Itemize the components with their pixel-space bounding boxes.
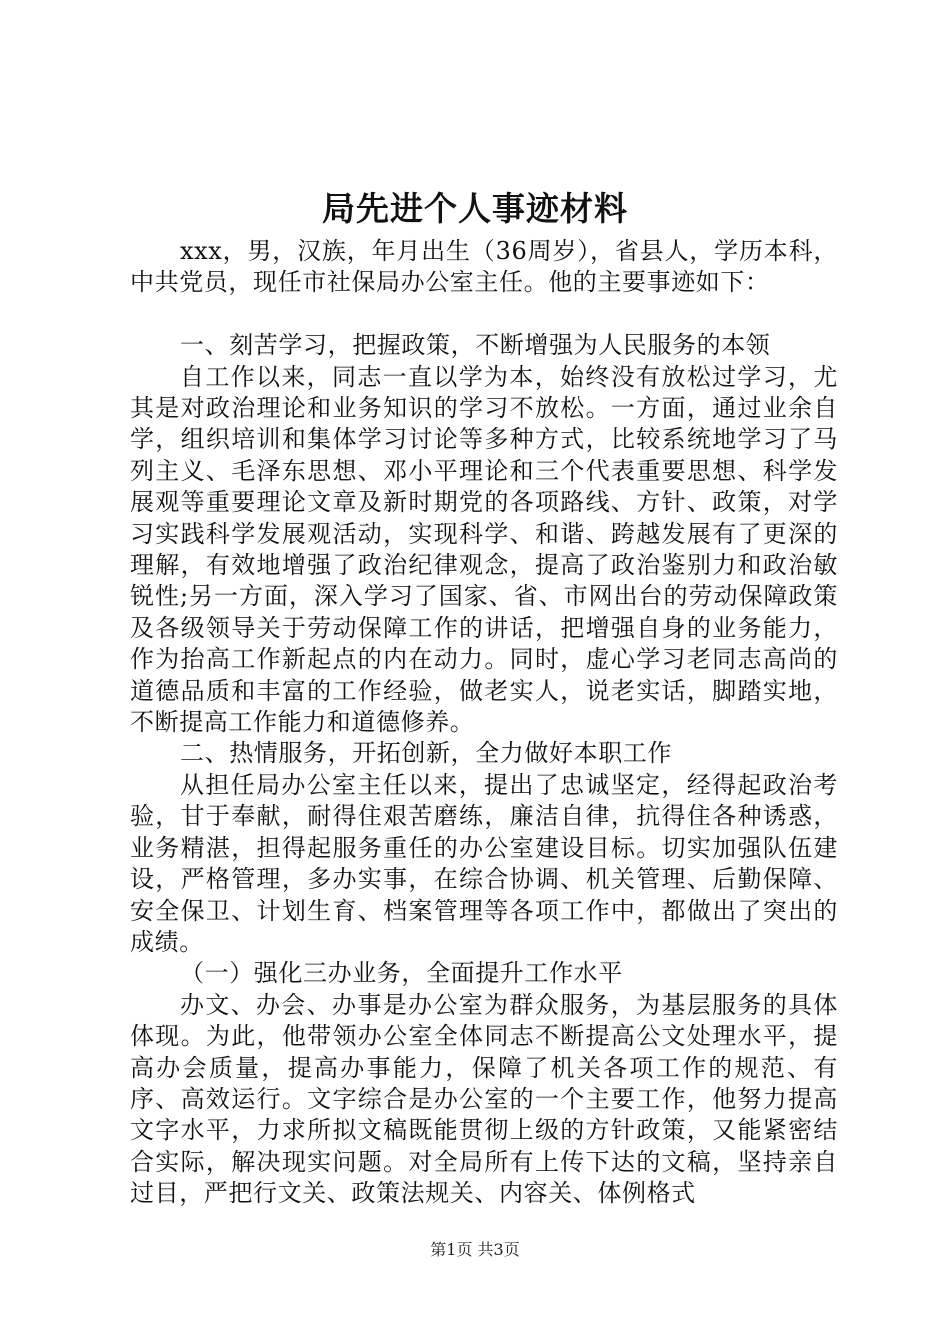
section-1-heading: 一、刻苦学习，把握政策，不断增强为人民服务的本领 (180, 331, 771, 360)
subsection-1-paragraph: 办文、办会、办事是办公室为群众服务，为基层服务的具体体现。为此，他带领办公室全体同志不断提高公文处理水平，提高办会质量，提高办事能力，保障了机关各项工作的规范、有序、高效运行。文字综合是办公室的一个主要工作，他努力提高文字水平，力求所拟文稿既能贯彻上级的方针政策，又能紧密结合实际，解决现实问题。对全局所有上传下达的文稿，坚持亲自过目，严把行文关、政策法规关、内容关、体例格式 (130, 990, 838, 1208)
page-number-footer: 第1页 共3页 (430, 1240, 520, 1259)
section-2-heading: 二、热情服务，开拓创新，全力做好本职工作 (180, 739, 672, 768)
section-1-paragraph: 自工作以来，同志一直以学为本，始终没有放松过学习，尤其是对政治理论和业务知识的学习不放松。一方面，通过业余自学，组织培训和集体学习讨论等多种方式，比较系统地学习了马列主义、毛泽东思想、邓小平理论和三个代表重要思想、科学发展观等重要理论文章及新时期党的各项路线、方针、政策，对学习实践科学发展观活动，实现科学、和谐、跨越发展有了更深的理解，有效地增强了政治纪律观念，提高了政治鉴别力和政治敏锐性;另一方面，深入学习了国家、省、市网出台的劳动保障政策及各级领导关于劳动保障工作的讲话，把增强自身的业务能力，作为抬高工作新起点的内在动力。同时，虚心学习老同志高尚的道德品质和丰富的工作经验，做老实人，说老实话，脚踏实地，不断提高工作能力和道德修养。 (130, 362, 838, 737)
intro-paragraph: xxx，男，汉族，年月出生（36周岁），省县人，学历本科，中共党员，现任市社保局办公室主任。他的主要事迹如下： (130, 237, 838, 297)
document-body (130, 236, 838, 1210)
subsection-1-heading: （一）强化三办业务，全面提升工作水平 (180, 959, 623, 988)
section-2-paragraph: 从担任局办公室主任以来，提出了忠诚坚定，经得起政治考验，甘于奉献，耐得住艰苦磨练，廉洁自律，抗得住各种诱惑，业务精湛，担得起服务重任的办公室建设目标。切实加强队伍建设，严格管理，多办实事，在综合协调、机关管理、后勤保障、安全保卫、计划生育、档案管理等各项工作中，都做出了突出的成绩。 (130, 770, 838, 956)
document-title: 局先进个人事迹材料 (322, 189, 628, 228)
